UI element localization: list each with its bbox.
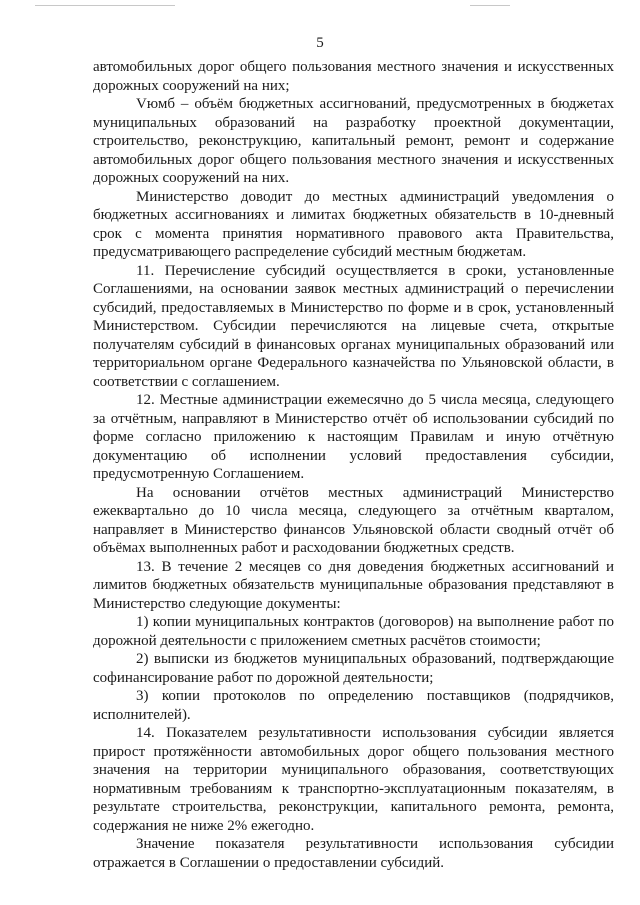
paragraph-indicator-value: Значение показателя результативности использования субсидии отражается в Соглашении о предоставлении субсидий. bbox=[93, 836, 614, 871]
paragraph-item-11: 11. Перечисление субсидий осуществляется в сроки, установленные Соглашениями, на основании заявок местных администраций о перечислении субсидий, предоставляемых в Министерство по форме и в срок, установленный Министерством. Субсидии перечисляются на лицевые счета, открытые получателям субсидий в финансовых органах муниципальных образований или территориальном органе Федерального казначейства по Ульяновской области, в соответствии с соглашением. bbox=[93, 262, 614, 390]
list-item-1: 1) копии муниципальных контрактов (договоров) на выполнение работ по дорожной деятельности с приложением сметных расчётов стоимости; bbox=[93, 614, 614, 649]
paragraph-quarterly-report: На основании отчётов местных администраций Министерство ежеквартально до 10 числа месяца, следующего за отчётным кварталом, направляет в Министерство финансов Ульяновской области сводный отчёт об объёмах выполненных работ и расходовании бюджетных средств. bbox=[93, 484, 614, 556]
scan-artifact-left bbox=[35, 5, 175, 6]
paragraph-continuation: автомобильных дорог общего пользования местного значения и искусственных дорожных сооружений на них; bbox=[93, 59, 614, 94]
list-item-2: 2) выписки из бюджетов муниципальных образований, подтверждающие софинансирование работ по дорожной деятельности; bbox=[93, 651, 614, 686]
paragraph-item-12: 12. Местные администрации ежемесячно до 5 числа месяца, следующего за отчётным, направляют в Министерство отчёт об использовании субсидий по форме согласно приложению к настоящим Правилам и иную отчётную документацию об исполнении условий предоставления субсидии, предусмотренную Соглашением. bbox=[93, 392, 614, 482]
paragraph-definition-v: Vюмб – объём бюджетных ассигнований, предусмотренных в бюджетах муниципальных образований на разработку проектной документации, строительство, реконструкцию, капитальный ремонт, ремонт и содержание автомобильных дорог общего пользования местного значения и искусственных дорожных сооружений на них. bbox=[93, 96, 614, 186]
paragraph-item-14: 14. Показателем результативности использования субсидии является прирост протяжённости автомобильных дорог общего пользования местного значения на территории муниципального образования, соответствующих нормативным требованиям к транспортно-эксплуатационным показателям, в результате строительства, реконструкции, капитального ремонта, ремонта, содержания не ниже 2% ежегодно. bbox=[93, 725, 614, 834]
paragraph-item-13: 13. В течение 2 месяцев со дня доведения бюджетных ассигнований и лимитов бюджетных обязательств муниципальные образования представляют в Министерство следующие документы: bbox=[93, 558, 614, 612]
document-body bbox=[93, 58, 614, 872]
scan-artifact-right bbox=[470, 5, 510, 6]
paragraph-ministry-notice: Министерство доводит до местных администраций уведомления о бюджетных ассигнованиях и лимитах бюджетных обязательств в 10-дневный срок с момента принятия нормативного правового акта Правительства, предусматривающего распределение субсидий местным бюджетам. bbox=[93, 188, 614, 260]
list-item-3: 3) копии протоколов по определению поставщиков (подрядчиков, исполнителей). bbox=[93, 688, 614, 723]
page-number: 5 bbox=[316, 35, 324, 51]
